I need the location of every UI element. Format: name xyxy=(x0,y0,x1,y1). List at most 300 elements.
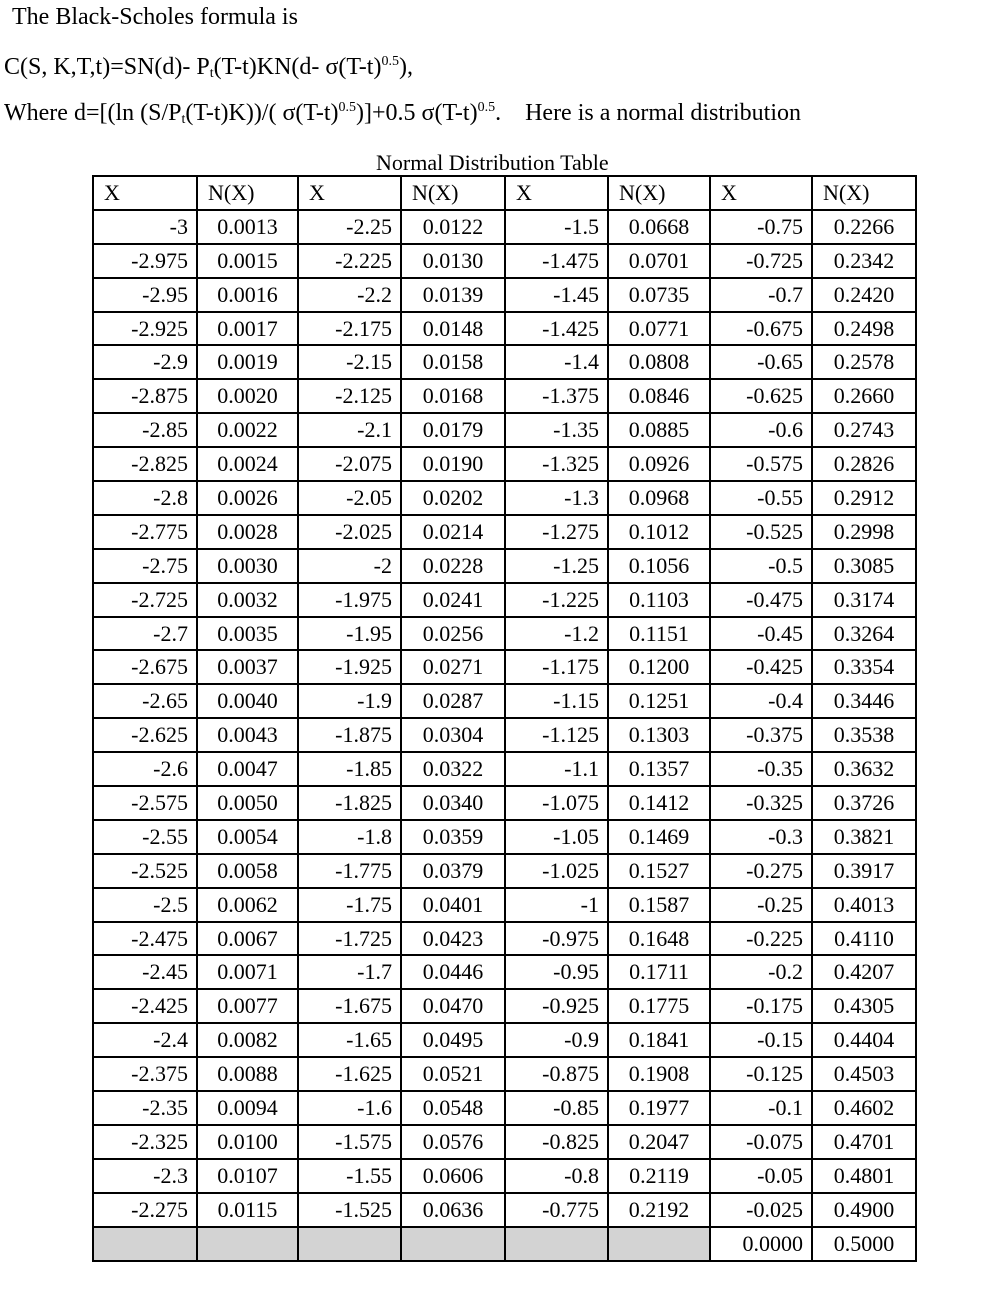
cell-x-value: -2.875 xyxy=(93,379,197,413)
cell-x-value: -0.1 xyxy=(710,1091,812,1125)
formula-call-mid: (T-t)KN(d- σ(T-t) xyxy=(213,54,382,80)
cell-x-value: -0.125 xyxy=(710,1057,812,1091)
table-row xyxy=(93,1091,916,1125)
cell-nx-value: 0.0047 xyxy=(197,752,298,786)
cell-nx-value: 0.0032 xyxy=(197,583,298,617)
cell-nx-value: 0.1527 xyxy=(608,854,710,888)
table-row xyxy=(93,244,916,278)
table-row xyxy=(93,684,916,718)
cell-x-value: -1.525 xyxy=(298,1193,401,1227)
cell-nx-value: 0.0019 xyxy=(197,345,298,379)
cell-x-value: -1.15 xyxy=(505,684,608,718)
cell-nx-value: 0.0077 xyxy=(197,989,298,1023)
intro-text: The Black-Scholes formula is xyxy=(12,4,298,30)
cell-x-value: -0.65 xyxy=(710,345,812,379)
cell-x-value: -1.775 xyxy=(298,854,401,888)
d-formula xyxy=(4,100,801,128)
cell-x-value: -1.325 xyxy=(505,447,608,481)
cell-nx-value: 0.0107 xyxy=(197,1159,298,1193)
cell-nx-value: 0.0340 xyxy=(401,786,505,820)
cell-nx-value: 0.0576 xyxy=(401,1125,505,1159)
cell-x-value: -1.45 xyxy=(505,278,608,312)
cell-x-value: 0.0000 xyxy=(710,1227,812,1261)
cell-nx-value: 0.0771 xyxy=(608,312,710,346)
cell-x-value: -1.7 xyxy=(298,955,401,989)
cell-nx-value: 0.3085 xyxy=(812,549,916,583)
empty-shaded-cell xyxy=(197,1227,298,1261)
cell-x-value: -2.35 xyxy=(93,1091,197,1125)
cell-nx-value: 0.2119 xyxy=(608,1159,710,1193)
cell-x-value: -1.65 xyxy=(298,1023,401,1057)
cell-nx-value: 0.5000 xyxy=(812,1227,916,1261)
cell-x-value: -2.725 xyxy=(93,583,197,617)
cell-nx-value: 0.0168 xyxy=(401,379,505,413)
cell-nx-value: 0.0808 xyxy=(608,345,710,379)
cell-x-value: -0.3 xyxy=(710,820,812,854)
cell-x-value: -2.475 xyxy=(93,922,197,956)
cell-x-value: -0.675 xyxy=(710,312,812,346)
cell-nx-value: 0.1303 xyxy=(608,718,710,752)
cell-x-value: -1.425 xyxy=(505,312,608,346)
cell-nx-value: 0.3446 xyxy=(812,684,916,718)
cell-x-value: -1.05 xyxy=(505,820,608,854)
cell-x-value: -0.975 xyxy=(505,922,608,956)
header-x: X xyxy=(710,176,812,210)
cell-nx-value: 0.4900 xyxy=(812,1193,916,1227)
formula-d-part-b: (T-t)K))/( σ(T-t) xyxy=(185,100,339,126)
cell-x-value: -0.425 xyxy=(710,650,812,684)
cell-nx-value: 0.1200 xyxy=(608,650,710,684)
formula-call-end: ), xyxy=(398,54,413,80)
cell-x-value: -2.375 xyxy=(93,1057,197,1091)
cell-nx-value: 0.0088 xyxy=(197,1057,298,1091)
cell-nx-value: 0.1977 xyxy=(608,1091,710,1125)
table-row xyxy=(93,650,916,684)
cell-nx-value: 0.0013 xyxy=(197,210,298,244)
table-row xyxy=(93,820,916,854)
normal-distribution-table xyxy=(92,175,917,1262)
cell-nx-value: 0.0050 xyxy=(197,786,298,820)
cell-x-value: -1.975 xyxy=(298,583,401,617)
formula-call-lhs: C(S, K,T,t)=SN(d)- P xyxy=(4,54,210,80)
cell-nx-value: 0.0037 xyxy=(197,650,298,684)
cell-nx-value: 0.0067 xyxy=(197,922,298,956)
formula-d-subscript: t xyxy=(181,112,186,127)
cell-nx-value: 0.4503 xyxy=(812,1057,916,1091)
cell-x-value: -0.225 xyxy=(710,922,812,956)
table-row xyxy=(93,1193,916,1227)
cell-nx-value: 0.0020 xyxy=(197,379,298,413)
cell-nx-value: 0.1412 xyxy=(608,786,710,820)
cell-nx-value: 0.3917 xyxy=(812,854,916,888)
table-row xyxy=(93,345,916,379)
cell-nx-value: 0.3726 xyxy=(812,786,916,820)
cell-x-value: -0.4 xyxy=(710,684,812,718)
cell-nx-value: 0.0846 xyxy=(608,379,710,413)
cell-x-value: -0.325 xyxy=(710,786,812,820)
formula-d-exponent-1: 0.5 xyxy=(338,100,357,115)
cell-x-value: -2.7 xyxy=(93,617,197,651)
table-row xyxy=(93,379,916,413)
cell-nx-value: 0.0304 xyxy=(401,718,505,752)
header-nx: N(X) xyxy=(812,176,916,210)
cell-x-value: -1.025 xyxy=(505,854,608,888)
cell-nx-value: 0.3264 xyxy=(812,617,916,651)
formula-d-part-c: )]+0.5 σ(T-t) xyxy=(356,100,478,126)
cell-x-value: -1.625 xyxy=(298,1057,401,1091)
cell-x-value: -2.3 xyxy=(93,1159,197,1193)
formula-d-exponent-2: 0.5 xyxy=(477,100,496,115)
cell-nx-value: 0.3174 xyxy=(812,583,916,617)
cell-x-value: -2.8 xyxy=(93,481,197,515)
cell-nx-value: 0.2266 xyxy=(812,210,916,244)
cell-x-value: -2.425 xyxy=(93,989,197,1023)
cell-x-value: -1.375 xyxy=(505,379,608,413)
cell-nx-value: 0.0100 xyxy=(197,1125,298,1159)
distribution-note: Here is a normal distribution xyxy=(525,100,802,126)
cell-x-value: -0.025 xyxy=(710,1193,812,1227)
table-title: Normal Distribution Table xyxy=(376,150,609,175)
cell-nx-value: 0.0521 xyxy=(401,1057,505,1091)
table-row xyxy=(93,718,916,752)
cell-x-value: -1.875 xyxy=(298,718,401,752)
cell-nx-value: 0.2660 xyxy=(812,379,916,413)
table-row xyxy=(93,481,916,515)
cell-x-value: -2.625 xyxy=(93,718,197,752)
cell-nx-value: 0.0071 xyxy=(197,955,298,989)
cell-nx-value: 0.1103 xyxy=(608,583,710,617)
cell-x-value: -1.9 xyxy=(298,684,401,718)
cell-nx-value: 0.0030 xyxy=(197,549,298,583)
cell-x-value: -0.95 xyxy=(505,955,608,989)
cell-nx-value: 0.3354 xyxy=(812,650,916,684)
cell-x-value: -1.725 xyxy=(298,922,401,956)
cell-nx-value: 0.1841 xyxy=(608,1023,710,1057)
formula-d-part-a: Where d=[(ln (S/P xyxy=(4,100,182,126)
cell-x-value: -0.475 xyxy=(710,583,812,617)
formula-call-subscript: t xyxy=(209,66,214,81)
cell-x-value: -0.725 xyxy=(710,244,812,278)
cell-nx-value: 0.2342 xyxy=(812,244,916,278)
cell-x-value: -1.35 xyxy=(505,413,608,447)
cell-nx-value: 0.1357 xyxy=(608,752,710,786)
table-row xyxy=(93,752,916,786)
cell-nx-value: 0.0158 xyxy=(401,345,505,379)
empty-shaded-cell xyxy=(608,1227,710,1261)
table-header-row xyxy=(93,176,916,210)
cell-nx-value: 0.0015 xyxy=(197,244,298,278)
table-row xyxy=(93,312,916,346)
formula-call-exponent: 0.5 xyxy=(381,54,399,69)
cell-nx-value: 0.0190 xyxy=(401,447,505,481)
table-row xyxy=(93,1057,916,1091)
cell-nx-value: 0.1711 xyxy=(608,955,710,989)
call-price-formula xyxy=(4,54,413,82)
cell-nx-value: 0.0379 xyxy=(401,854,505,888)
cell-nx-value: 0.0495 xyxy=(401,1023,505,1057)
cell-x-value: -0.05 xyxy=(710,1159,812,1193)
cell-nx-value: 0.0228 xyxy=(401,549,505,583)
header-nx: N(X) xyxy=(608,176,710,210)
cell-nx-value: 0.1056 xyxy=(608,549,710,583)
cell-x-value: -2.325 xyxy=(93,1125,197,1159)
formula-d-part-d: . xyxy=(495,100,502,126)
cell-nx-value: 0.4013 xyxy=(812,888,916,922)
cell-x-value: -1.475 xyxy=(505,244,608,278)
table-last-row xyxy=(93,1227,916,1261)
cell-x-value: -2.95 xyxy=(93,278,197,312)
cell-nx-value: 0.0054 xyxy=(197,820,298,854)
cell-x-value: -1.575 xyxy=(298,1125,401,1159)
cell-x-value: -1.5 xyxy=(505,210,608,244)
cell-nx-value: 0.4110 xyxy=(812,922,916,956)
cell-nx-value: 0.0636 xyxy=(401,1193,505,1227)
cell-x-value: -2.825 xyxy=(93,447,197,481)
cell-x-value: -1.225 xyxy=(505,583,608,617)
cell-x-value: -0.7 xyxy=(710,278,812,312)
cell-nx-value: 0.0058 xyxy=(197,854,298,888)
cell-x-value: -2.65 xyxy=(93,684,197,718)
cell-x-value: -1.95 xyxy=(298,617,401,651)
cell-nx-value: 0.0082 xyxy=(197,1023,298,1057)
cell-nx-value: 0.1012 xyxy=(608,515,710,549)
cell-x-value: -2.175 xyxy=(298,312,401,346)
cell-x-value: -1.75 xyxy=(298,888,401,922)
table-row xyxy=(93,989,916,1023)
cell-nx-value: 0.0322 xyxy=(401,752,505,786)
cell-x-value: -0.575 xyxy=(710,447,812,481)
cell-nx-value: 0.0035 xyxy=(197,617,298,651)
cell-nx-value: 0.0968 xyxy=(608,481,710,515)
cell-nx-value: 0.4207 xyxy=(812,955,916,989)
table-row xyxy=(93,278,916,312)
cell-x-value: -1.3 xyxy=(505,481,608,515)
cell-x-value: -0.55 xyxy=(710,481,812,515)
cell-nx-value: 0.1469 xyxy=(608,820,710,854)
cell-nx-value: 0.0446 xyxy=(401,955,505,989)
cell-x-value: -1.25 xyxy=(505,549,608,583)
empty-shaded-cell xyxy=(505,1227,608,1261)
table-row xyxy=(93,210,916,244)
cell-nx-value: 0.0701 xyxy=(608,244,710,278)
cell-x-value: -1.275 xyxy=(505,515,608,549)
cell-x-value: -0.525 xyxy=(710,515,812,549)
cell-nx-value: 0.3538 xyxy=(812,718,916,752)
cell-nx-value: 0.2578 xyxy=(812,345,916,379)
cell-nx-value: 0.0256 xyxy=(401,617,505,651)
cell-x-value: -0.9 xyxy=(505,1023,608,1057)
cell-x-value: -2.075 xyxy=(298,447,401,481)
empty-shaded-cell xyxy=(401,1227,505,1261)
cell-x-value: -2.775 xyxy=(93,515,197,549)
cell-x-value: -2.025 xyxy=(298,515,401,549)
cell-nx-value: 0.1648 xyxy=(608,922,710,956)
cell-nx-value: 0.0423 xyxy=(401,922,505,956)
cell-nx-value: 0.0017 xyxy=(197,312,298,346)
cell-nx-value: 0.4305 xyxy=(812,989,916,1023)
cell-nx-value: 0.3821 xyxy=(812,820,916,854)
header-nx: N(X) xyxy=(197,176,298,210)
table-row xyxy=(93,888,916,922)
cell-x-value: -1 xyxy=(505,888,608,922)
cell-nx-value: 0.0287 xyxy=(401,684,505,718)
cell-x-value: -1.55 xyxy=(298,1159,401,1193)
cell-nx-value: 0.2192 xyxy=(608,1193,710,1227)
table-row xyxy=(93,786,916,820)
cell-x-value: -0.775 xyxy=(505,1193,608,1227)
cell-x-value: -2.75 xyxy=(93,549,197,583)
table-row xyxy=(93,955,916,989)
cell-x-value: -2.1 xyxy=(298,413,401,447)
cell-x-value: -0.45 xyxy=(710,617,812,651)
header-nx: N(X) xyxy=(401,176,505,210)
cell-x-value: -1.6 xyxy=(298,1091,401,1125)
cell-nx-value: 0.0022 xyxy=(197,413,298,447)
cell-x-value: -2.45 xyxy=(93,955,197,989)
cell-nx-value: 0.2998 xyxy=(812,515,916,549)
cell-nx-value: 0.0241 xyxy=(401,583,505,617)
cell-x-value: -2.2 xyxy=(298,278,401,312)
cell-nx-value: 0.2047 xyxy=(608,1125,710,1159)
cell-x-value: -2.6 xyxy=(93,752,197,786)
cell-nx-value: 0.0062 xyxy=(197,888,298,922)
cell-nx-value: 0.0016 xyxy=(197,278,298,312)
cell-x-value: -2 xyxy=(298,549,401,583)
header-x: X xyxy=(505,176,608,210)
cell-nx-value: 0.0026 xyxy=(197,481,298,515)
cell-nx-value: 0.0028 xyxy=(197,515,298,549)
cell-nx-value: 0.4602 xyxy=(812,1091,916,1125)
cell-x-value: -2.975 xyxy=(93,244,197,278)
table-row xyxy=(93,922,916,956)
cell-x-value: -2.125 xyxy=(298,379,401,413)
table-row xyxy=(93,1023,916,1057)
cell-nx-value: 0.4801 xyxy=(812,1159,916,1193)
cell-x-value: -0.625 xyxy=(710,379,812,413)
cell-nx-value: 0.4701 xyxy=(812,1125,916,1159)
cell-x-value: -0.15 xyxy=(710,1023,812,1057)
cell-x-value: -2.925 xyxy=(93,312,197,346)
cell-nx-value: 0.0668 xyxy=(608,210,710,244)
cell-x-value: -0.875 xyxy=(505,1057,608,1091)
cell-nx-value: 0.1251 xyxy=(608,684,710,718)
cell-x-value: -0.25 xyxy=(710,888,812,922)
header-x: X xyxy=(93,176,197,210)
cell-nx-value: 0.1908 xyxy=(608,1057,710,1091)
cell-nx-value: 0.3632 xyxy=(812,752,916,786)
cell-nx-value: 0.0040 xyxy=(197,684,298,718)
cell-x-value: -2.25 xyxy=(298,210,401,244)
cell-x-value: -1.175 xyxy=(505,650,608,684)
cell-x-value: -2.575 xyxy=(93,786,197,820)
cell-nx-value: 0.0885 xyxy=(608,413,710,447)
table-row xyxy=(93,447,916,481)
cell-nx-value: 0.2743 xyxy=(812,413,916,447)
cell-nx-value: 0.0122 xyxy=(401,210,505,244)
table-row xyxy=(93,549,916,583)
cell-x-value: -1.1 xyxy=(505,752,608,786)
cell-x-value: -0.825 xyxy=(505,1125,608,1159)
table-row xyxy=(93,413,916,447)
cell-x-value: -1.2 xyxy=(505,617,608,651)
cell-x-value: -2.05 xyxy=(298,481,401,515)
cell-x-value: -2.275 xyxy=(93,1193,197,1227)
cell-x-value: -0.75 xyxy=(710,210,812,244)
cell-x-value: -1.8 xyxy=(298,820,401,854)
cell-x-value: -0.5 xyxy=(710,549,812,583)
cell-x-value: -0.275 xyxy=(710,854,812,888)
cell-nx-value: 0.2498 xyxy=(812,312,916,346)
cell-x-value: -1.825 xyxy=(298,786,401,820)
table-row xyxy=(93,1159,916,1193)
cell-x-value: -0.175 xyxy=(710,989,812,1023)
table-row xyxy=(93,515,916,549)
cell-x-value: -1.4 xyxy=(505,345,608,379)
cell-nx-value: 0.0130 xyxy=(401,244,505,278)
cell-x-value: -2.55 xyxy=(93,820,197,854)
cell-x-value: -1.125 xyxy=(505,718,608,752)
cell-nx-value: 0.1775 xyxy=(608,989,710,1023)
cell-x-value: -1.675 xyxy=(298,989,401,1023)
cell-nx-value: 0.0179 xyxy=(401,413,505,447)
header-x: X xyxy=(298,176,401,210)
cell-nx-value: 0.0271 xyxy=(401,650,505,684)
cell-nx-value: 0.0202 xyxy=(401,481,505,515)
cell-x-value: -2.15 xyxy=(298,345,401,379)
cell-nx-value: 0.0094 xyxy=(197,1091,298,1125)
table-row xyxy=(93,583,916,617)
cell-x-value: -0.35 xyxy=(710,752,812,786)
cell-x-value: -0.075 xyxy=(710,1125,812,1159)
cell-x-value: -0.6 xyxy=(710,413,812,447)
cell-nx-value: 0.0606 xyxy=(401,1159,505,1193)
cell-x-value: -2.525 xyxy=(93,854,197,888)
cell-nx-value: 0.2420 xyxy=(812,278,916,312)
empty-shaded-cell xyxy=(298,1227,401,1261)
cell-x-value: -2.675 xyxy=(93,650,197,684)
cell-nx-value: 0.0214 xyxy=(401,515,505,549)
cell-nx-value: 0.0115 xyxy=(197,1193,298,1227)
cell-x-value: -2.85 xyxy=(93,413,197,447)
cell-nx-value: 0.0926 xyxy=(608,447,710,481)
table-row xyxy=(93,1125,916,1159)
table-row xyxy=(93,617,916,651)
cell-nx-value: 0.0735 xyxy=(608,278,710,312)
cell-nx-value: 0.0470 xyxy=(401,989,505,1023)
cell-nx-value: 0.4404 xyxy=(812,1023,916,1057)
cell-nx-value: 0.0548 xyxy=(401,1091,505,1125)
cell-nx-value: 0.0043 xyxy=(197,718,298,752)
cell-x-value: -2.5 xyxy=(93,888,197,922)
cell-x-value: -1.85 xyxy=(298,752,401,786)
cell-nx-value: 0.0024 xyxy=(197,447,298,481)
cell-x-value: -1.925 xyxy=(298,650,401,684)
cell-nx-value: 0.2826 xyxy=(812,447,916,481)
cell-x-value: -0.2 xyxy=(710,955,812,989)
cell-nx-value: 0.0139 xyxy=(401,278,505,312)
cell-x-value: -2.225 xyxy=(298,244,401,278)
cell-nx-value: 0.0359 xyxy=(401,820,505,854)
cell-x-value: -1.075 xyxy=(505,786,608,820)
cell-x-value: -2.4 xyxy=(93,1023,197,1057)
empty-shaded-cell xyxy=(93,1227,197,1261)
cell-x-value: -0.85 xyxy=(505,1091,608,1125)
cell-x-value: -0.925 xyxy=(505,989,608,1023)
cell-x-value: -0.375 xyxy=(710,718,812,752)
cell-x-value: -3 xyxy=(93,210,197,244)
cell-nx-value: 0.0401 xyxy=(401,888,505,922)
cell-nx-value: 0.2912 xyxy=(812,481,916,515)
